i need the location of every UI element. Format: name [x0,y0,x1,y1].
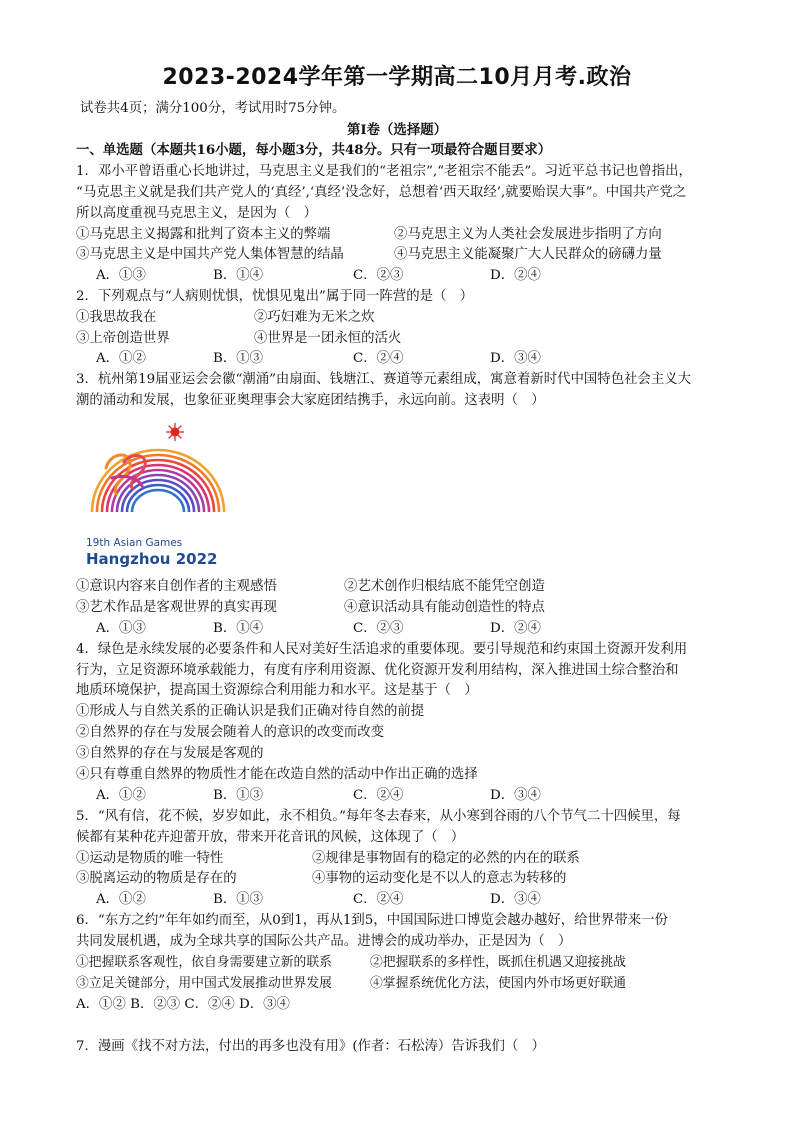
section-heading: 一、单选题（本题共16小题，每小题3分，共48分。只有一项最符合题目要求） [76,142,552,158]
sun-icon [166,423,184,441]
q4-option-1: ①形成人与自然关系的正确认识是我们正确对待自然的前提 [76,704,425,719]
q2-option-2: ②巧妇难为无米之炊 [254,310,375,325]
q5-option-3: ③脱离运动的物质是存在的 [76,871,237,886]
exam-intro: 试卷共4页；满分100分，考试用时75分钟。 [80,101,346,116]
q6-option-3: ③立足关键部分，用中国式发展推动世界发展 [76,976,332,991]
q5-stem-line2: 候都有某种花卉迎蕾开放，带来开花音讯的风候，这体现了（ ） [76,830,465,845]
logo-caption-line2: Hangzhou 2022 [86,550,218,568]
q4-answer-b: B．①③ [213,788,264,803]
q1-option-2: ②马克思主义为人类社会发展进步指明了方向 [394,227,662,242]
q6-option-1: ①把握联系客观性，依自身需要建立新的联系 [76,955,332,970]
q2-stem-line1: 2．下列观点与“人病则忧惧，忧惧见鬼出”属于同一阵营的是（ ） [76,289,474,304]
q1-answer-d: D．②④ [490,268,541,283]
q1-answer-c: C．②③ [353,268,404,283]
q1-option-1: ①马克思主义揭露和批判了资本主义的弊端 [76,227,331,242]
q5-option-4: ④事物的运动变化是不以人的意志为转移的 [312,871,567,886]
q1-stem-line3: 所以高度重视马克思主义，是因为（ ） [76,206,318,221]
q3-stem-line2: 潮的涌动和发展，也象征亚奥理事会大家庭团结携手，永远向前。这表明（ ） [76,393,545,408]
q4-stem-line1: 4．绿色是永续发展的必要条件和人民对美好生活追求的重要体现。要引导规范和约束国土资源开发利用 [76,642,688,657]
q4-stem-line3: 地质环境保护，提高国土资源综合利用能力和水平。这是基于（ ） [76,683,478,698]
q3-option-3: ③艺术作品是客观世界的真实再现 [76,600,277,615]
q3-option-1: ①意识内容来自创作者的主观感悟 [76,579,277,594]
q1-stem-line2: “马克思主义就是我们共产党人的‘真经’,‘真经’没念好，总想着‘西天取经’,就要贻误大事”。中国共产党之 [76,185,687,200]
page-title: 2023-2024学年第一学期高二10月月考.政治 [162,65,632,90]
q5-answer-c: C．②④ [353,892,404,907]
q2-answer-d: D．③④ [490,351,541,366]
q3-answer-a: A．①③ [96,621,146,636]
q1-stem-line1: 1．邓小平曾语重心长地讲过，马克思主义是我们的“老祖宗”,“老祖宗不能丢”。习近平总书记也曾指出， [76,164,692,179]
part-heading: 第Ⅰ卷（选择题） [347,122,447,138]
q3-stem-line1: 3．杭州第19届亚运会会徽“潮涌”由扇面、钱塘江、赛道等元素组成，寓意着新时代中国特色社会主义大 [76,372,692,387]
q6-option-4: ④掌握系统优化方法，使国内外市场更好联通 [370,976,626,991]
q7-stem-line1: 7．漫画《找不对方法，付出的再多也没有用》(作者：石松涛）告诉我们（ ） [76,1039,546,1054]
q4-answer-c: C．②④ [353,788,404,803]
q4-option-4: ④只有尊重自然界的物质性才能在改造自然的活动中作出正确的选择 [76,767,478,782]
q3-option-2: ②艺术创作归根结底不能凭空创造 [344,579,545,594]
q3-answer-c: C．②③ [353,621,404,636]
q4-stem-line2: 行为，立足资源环境承载能力，有度有序利用资源、优化资源开发利用结构，深入推进国土综合整治和 [76,663,679,678]
q6-stem-line2: 共同发展机遇，成为全球共享的国际公共产品。进博会的成功举办，正是因为（ ） [76,934,572,949]
q6-answers: A．①② B．②③ C．②④ D．③④ [76,997,290,1012]
q2-answer-a: A．①② [96,351,146,366]
q6-stem-line1: 6．“东方之约”年年如约而至，从0到1，再从1到5，中国国际进口博览会越办越好，给世界带来一份 [76,913,668,928]
q4-option-2: ②自然界的存在与发展会随着人的意识的改变而改变 [76,725,384,740]
q5-answer-a: A．①② [96,892,146,907]
q5-option-2: ②规律是事物固有的稳定的必然的内在的联系 [312,851,580,866]
q1-option-4: ④马克思主义能凝聚广大人民群众的磅礴力量 [394,247,662,262]
q3-answer-d: D．②④ [490,621,541,636]
q5-stem-line1: 5．“风有信，花不候，岁岁如此，永不相负。”每年冬去春来，从小寒到谷雨的八个节气二十四候里，每 [76,809,681,824]
q2-answer-b: B．①③ [213,351,264,366]
q3-option-4: ④意识活动具有能动创造性的特点 [344,600,545,615]
q4-answer-a: A．①② [96,788,146,803]
q2-option-1: ①我思故我在 [76,310,157,325]
q5-option-1: ①运动是物质的唯一特性 [76,851,224,866]
q1-option-3: ③马克思主义是中国共产党人集体智慧的结晶 [76,247,344,262]
q3-answer-b: B．①④ [213,621,264,636]
q5-answer-d: D．③④ [490,892,541,907]
q4-answer-d: D．③④ [490,788,541,803]
q5-answer-b: B．①③ [213,892,264,907]
q4-option-3: ③自然界的存在与发展是客观的 [76,746,264,761]
q1-answer-a: A．①③ [96,268,146,283]
asian-games-logo-image [84,422,234,572]
logo-caption-line1: 19th Asian Games [86,537,183,549]
q2-option-4: ④世界是一团永恒的活火 [254,331,402,346]
q2-answer-c: C．②④ [353,351,404,366]
q6-option-2: ②把握联系的多样性，既抓住机遇又迎接挑战 [370,955,626,970]
q2-option-3: ③上帝创造世界 [76,331,170,346]
q1-answer-b: B．①④ [213,268,264,283]
